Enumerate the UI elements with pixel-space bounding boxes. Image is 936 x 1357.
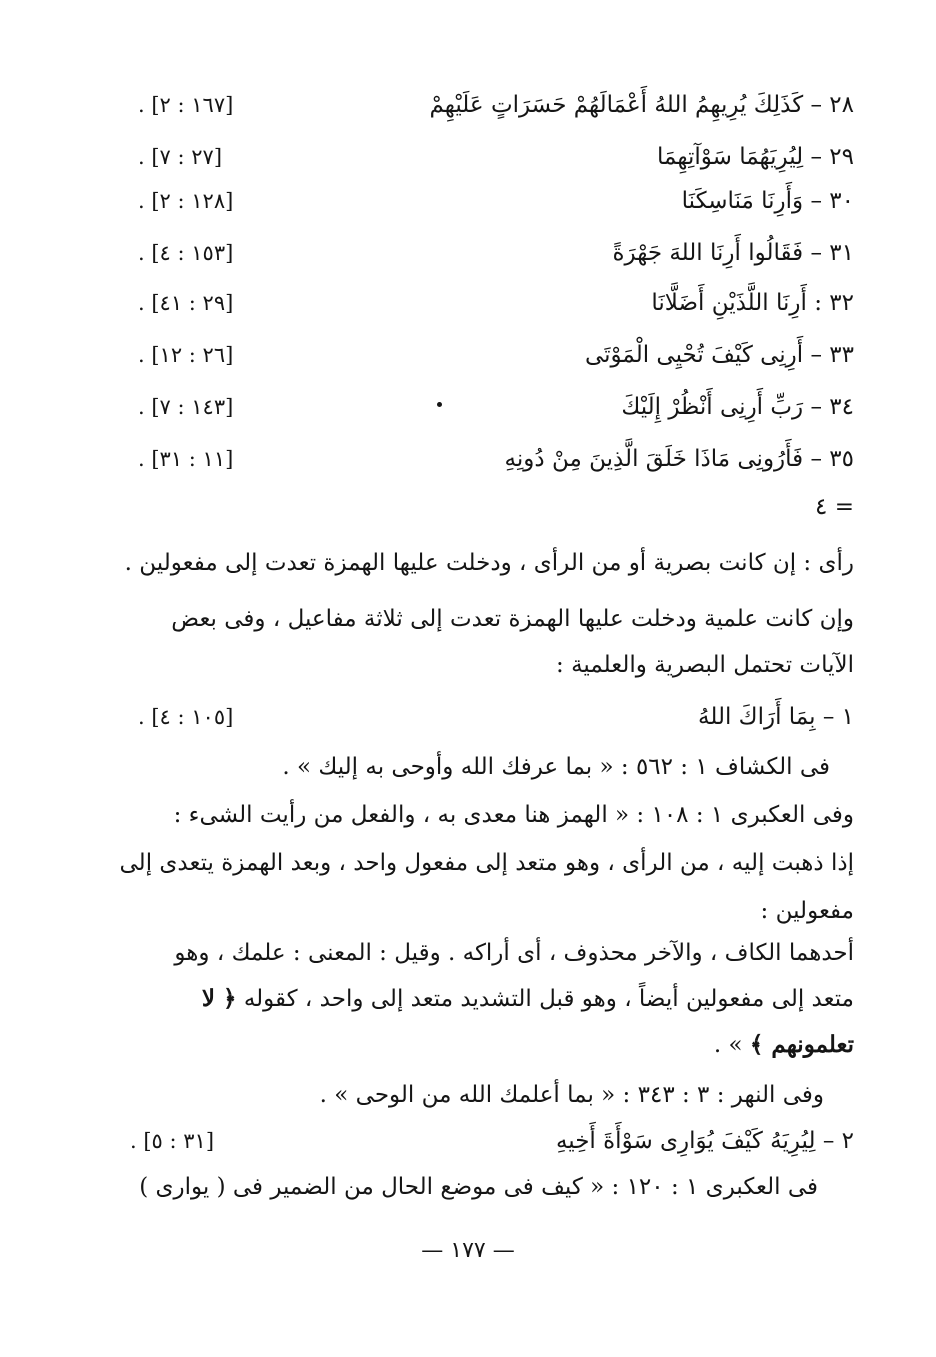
page-number: — ١٧٧ — (421, 1238, 515, 1263)
ahad-line2 (130, 984, 854, 1014)
ahad-line2-text: متعد إلى مفعولين أيضاً ، وهو قبل التشديد متعد إلى واحد ، كقوله (243, 986, 854, 1012)
quran-quote-close: تعلمونهم ﴾ (749, 1031, 854, 1058)
ukbari-line3: مفعولين : (760, 898, 854, 924)
verse-line-31: ٣١ – فَقَالُوا أَرِنَا اللهَ جَهْرَةً (612, 240, 854, 266)
item-2-ref: . [٣١ : ٥] (130, 1129, 215, 1153)
verse-line-30: ٣٠ – وَأَرِنَا مَنَاسِكَنَا (681, 188, 854, 214)
verse-ref-30: . [١٢٨ : ٢] (138, 189, 234, 213)
ahad-line3 (130, 1030, 854, 1060)
verse-line-35: ٣٥ – فَأَرُونِى مَاذَا خَلَقَ الَّذِينَ مِنْ دُونِهِ (504, 446, 854, 472)
quran-quote-open: ﴿ لا (201, 985, 237, 1012)
item-1-ref: . [١٠٥ : ٤] (138, 705, 234, 729)
item-1-verse: ١ – بِمَا أَرَاكَ اللهُ (698, 704, 854, 730)
verse-ref-32: . [٢٩ : ٤١] (138, 291, 234, 315)
verse-line-28: ٢٨ – كَذَلِكَ يُرِيهِمُ اللهُ أَعْمَالَهُمْ حَسَرَاتٍ عَلَيْهِمْ (429, 92, 854, 118)
item-2-verse: ٢ – لِيُرِيَهُ كَيْفَ يُوَارِى سَوْأَةَ أَخِيهِ (555, 1128, 854, 1154)
verse-line-32: ٣٢ : أَرِنَا اللَّذَيْنِ أَضَلَّانَا (651, 290, 854, 316)
nahr-citation: وفى النهر : ٣ : ٣٤٣ : « بما أعلمك الله من الوحى » . (319, 1082, 824, 1108)
paragraph-ilmiyya-line1: وإن كانت علمية ودخلت عليها الهمزة تعدت إلى ثلاثة مفاعيل ، وفى بعض (171, 606, 854, 632)
ukbari-line1: وفى العكبرى ١ : ١٠٨ : « الهمز هنا معدى به ، والفعل من رأيت الشىء : (173, 802, 854, 828)
paragraph-ilmiyya-line2: الآيات تحتمل البصرية والعلمية : (556, 652, 854, 678)
verse-ref-35: . [١١ : ٣١] (138, 447, 234, 471)
kashaf-citation: فى الكشاف ١ : ٥٦٢ : « بما عرفك الله وأوحى به إليك » . (282, 754, 830, 780)
verse-line-34: ٣٤ – رَبِّ أَرِنِى أَنْظُرْ إِلَيْكَ (621, 394, 854, 420)
verse-ref-34: . [١٤٣ : ٧] (138, 395, 234, 419)
verse-ref-33: . [٢٦ : ١٢] (138, 343, 234, 367)
ahad-line3-end: » . (713, 1032, 750, 1058)
section-separator: = ٤ (815, 494, 854, 520)
verse-ref-28: . [١٦٧ : ٢] (138, 93, 234, 117)
verse-line-33: ٣٣ – أَرِنِى كَيْفَ تُحْيِى الْمَوْتَى (584, 342, 854, 368)
ahad-line1: أحدهما الكاف ، والآخر محذوف ، أى أراكه . وقيل : المعنى : علمك ، وهو (174, 940, 854, 966)
paragraph-ray: رأى : إن كانت بصرية أو من الرأى ، ودخلت عليها الهمزة تعدت إلى مفعولين . (124, 550, 854, 576)
verse-ref-29: . [٢٧ : ٧] (138, 145, 223, 169)
ink-dot (437, 402, 442, 407)
ukbari-line2: إذا ذهبت إليه ، من الرأى ، وهو متعد إلى مفعول واحد ، وبعد الهمزة يتعدى إلى (119, 850, 854, 876)
ukbari-citation-2: فى العكبرى ١ : ١٢٠ : « كيف فى موضع الحال من الضمير فى ( يوارى ) (139, 1174, 818, 1200)
verse-line-29: ٢٩ – لِيُرِيَهُمَا سَوْآتِهِمَا (657, 144, 854, 170)
verse-ref-31: . [١٥٣ : ٤] (138, 241, 234, 265)
